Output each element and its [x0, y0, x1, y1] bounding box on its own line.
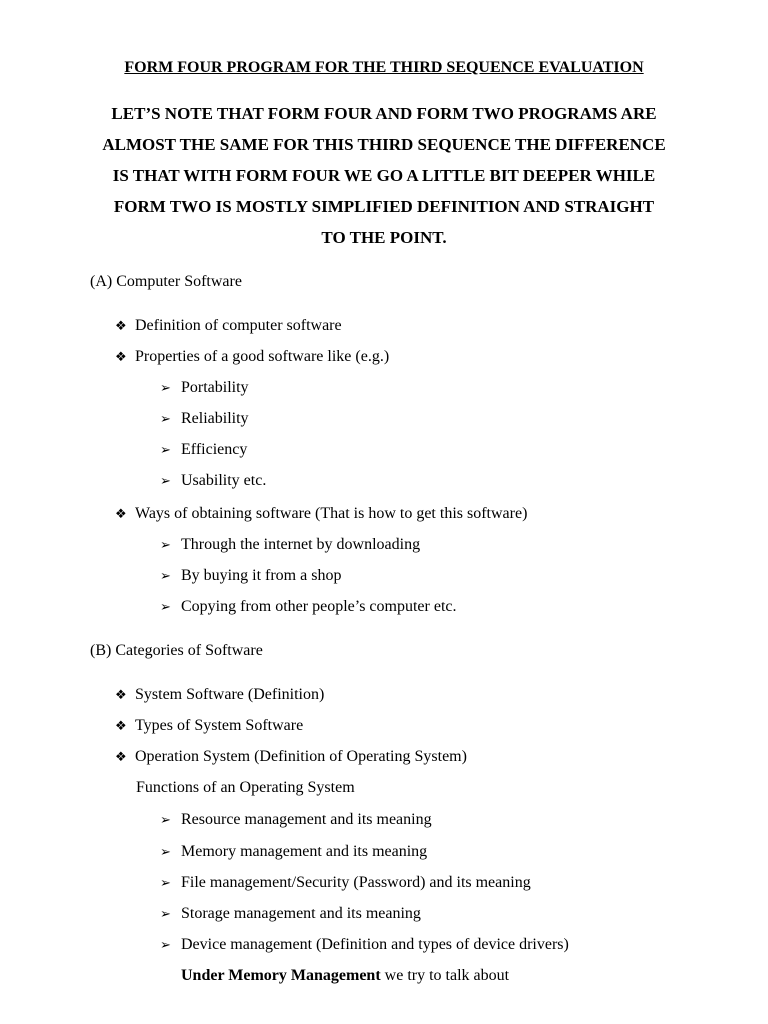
diamond-bullet-icon: ❖	[115, 688, 127, 703]
list-item-text: Efficiency	[181, 441, 248, 458]
arrow-bullet-icon: ➢	[160, 412, 171, 427]
list-item	[160, 408, 249, 431]
arrow-bullet-icon: ➢	[160, 474, 171, 489]
list-item-text: Types of System Software	[135, 717, 304, 734]
list-item-text: Storage management and its meaning	[181, 905, 421, 922]
list-item-text: Portability	[181, 379, 249, 396]
arrow-bullet-icon: ➢	[160, 600, 171, 615]
intro-line: LET’S NOTE THAT FORM FOUR AND FORM TWO PROGRAMS ARE	[111, 104, 657, 123]
arrow-bullet-icon: ➢	[160, 813, 171, 828]
intro-line: TO THE POINT.	[321, 228, 447, 247]
list-item	[160, 809, 432, 832]
list-item	[160, 841, 427, 864]
list-item	[160, 439, 247, 462]
document-title: FORM FOUR PROGRAM FOR THE THIRD SEQUENCE EVALUATION	[124, 59, 644, 76]
arrow-bullet-icon: ➢	[160, 538, 171, 553]
list-item-text: Operation System (Definition of Operating System)	[135, 748, 467, 765]
diamond-bullet-icon: ❖	[115, 319, 127, 334]
list-item	[115, 346, 389, 369]
memory-management-bold: Under Memory Management	[181, 967, 381, 984]
arrow-bullet-icon: ➢	[160, 907, 171, 922]
arrow-bullet-icon: ➢	[160, 876, 171, 891]
list-item	[160, 596, 456, 619]
intro-paragraph	[0, 98, 768, 253]
intro-line: IS THAT WITH FORM FOUR WE GO A LITTLE BIT DEEPER WHILE	[112, 166, 656, 185]
diamond-bullet-icon: ❖	[115, 719, 127, 734]
list-item-text: Memory management and its meaning	[181, 843, 428, 860]
memory-management-note	[181, 965, 509, 987]
list-item-text: File management/Security (Password) and its meaning	[181, 874, 531, 891]
diamond-bullet-icon: ❖	[115, 350, 127, 365]
list-item-text: Properties of a good software like (e.g.)	[135, 348, 390, 365]
memory-management-rest: we try to talk about	[380, 967, 510, 984]
list-item-text: Resource management and its meaning	[181, 811, 432, 828]
list-item-text: Through the internet by downloading	[181, 536, 421, 553]
list-item	[160, 903, 421, 926]
list-item	[160, 565, 341, 588]
list-item	[160, 470, 266, 493]
list-item	[115, 684, 324, 707]
arrow-bullet-icon: ➢	[160, 443, 171, 458]
section-b-heading: (B) Categories of Software	[90, 642, 263, 659]
list-item-text: Device management (Definition and types of device drivers)	[181, 936, 569, 953]
arrow-bullet-icon: ➢	[160, 569, 171, 584]
functions-heading: Functions of an Operating System	[136, 779, 355, 796]
arrow-bullet-icon: ➢	[160, 381, 171, 396]
list-item-text: Usability etc.	[181, 472, 267, 489]
list-item	[115, 746, 467, 769]
list-item-text: Copying from other people’s computer etc.	[181, 598, 457, 615]
arrow-bullet-icon: ➢	[160, 938, 171, 953]
list-item	[160, 872, 531, 895]
list-item-text: Ways of obtaining software (That is how to get this software)	[135, 505, 528, 522]
list-item	[115, 315, 342, 338]
intro-line: ALMOST THE SAME FOR THIS THIRD SEQUENCE THE DIFFERENCE	[102, 135, 666, 154]
list-item	[160, 377, 249, 400]
list-item	[160, 934, 569, 957]
list-item-text: By buying it from a shop	[181, 567, 342, 584]
diamond-bullet-icon: ❖	[115, 750, 127, 765]
list-item-text: Definition of computer software	[135, 317, 342, 334]
list-item	[115, 715, 303, 738]
diamond-bullet-icon: ❖	[115, 507, 127, 522]
list-item	[115, 503, 527, 526]
arrow-bullet-icon: ➢	[160, 845, 171, 860]
section-a-heading: (A) Computer Software	[90, 273, 242, 290]
list-item-text: Reliability	[181, 410, 249, 427]
list-item-text: System Software (Definition)	[135, 686, 325, 703]
list-item	[160, 534, 420, 557]
intro-line: FORM TWO IS MOSTLY SIMPLIFIED DEFINITION AND STRAIGHT	[113, 197, 655, 216]
